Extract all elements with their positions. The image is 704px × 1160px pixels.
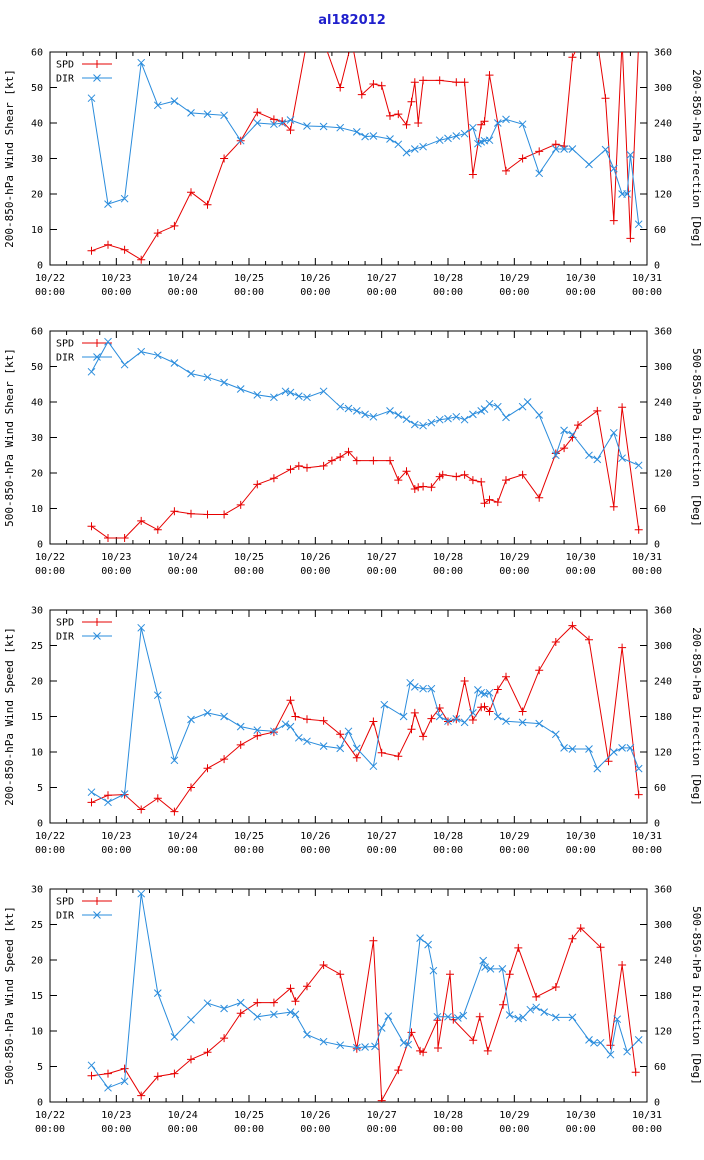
x-tick-time: 00:00 (499, 1124, 530, 1135)
x-tick-date: 10/25 (233, 552, 265, 563)
shear-200-850-dir-series (88, 59, 642, 228)
legend-spd-marker (93, 60, 101, 68)
x-tick-date: 10/27 (366, 831, 397, 842)
x-tick-date: 10/30 (565, 273, 596, 284)
x-tick-date: 10/23 (101, 831, 132, 842)
x-tick-date: 10/31 (631, 273, 663, 284)
y-right-tick: 120 (654, 189, 673, 201)
y-right-tick: 120 (654, 747, 673, 759)
spd-markers (88, 622, 643, 816)
x-tick-date: 10/25 (233, 831, 265, 842)
y-left-tick: 10 (30, 1026, 43, 1038)
y-right-tick: 180 (654, 712, 673, 723)
spd-line (92, 407, 639, 538)
x-tick-time: 00:00 (432, 566, 464, 577)
axis-tick-labels (31, 885, 672, 1136)
x-tick-date: 10/30 (565, 552, 596, 563)
y-right-tick: 300 (654, 83, 673, 94)
x-tick-date: 10/28 (432, 831, 464, 842)
spd-line (92, 928, 636, 1101)
right-axis-label: 500-850-hPa Direction [Deg] (690, 906, 703, 1085)
x-tick-time: 00:00 (499, 566, 530, 577)
left-axis-label: 200-850-hPa Wind Speed [kt] (3, 627, 16, 806)
dir-line (92, 63, 639, 225)
legend-spd-marker (93, 339, 101, 347)
spd-markers (88, 403, 643, 542)
x-tick-date: 10/22 (34, 552, 66, 563)
x-tick-time: 00:00 (366, 566, 397, 577)
shear-500-850-spd-series (88, 403, 643, 542)
y-right-tick: 0 (654, 539, 661, 551)
y-right-tick: 360 (654, 326, 673, 338)
speed-200-850-spd-series (88, 622, 643, 816)
y-left-tick: 30 (30, 433, 43, 444)
y-left-tick: 60 (30, 326, 43, 338)
left-axis-label: 500-850-hPa Wind Shear [kt] (3, 348, 16, 527)
x-tick-date: 10/27 (366, 273, 397, 284)
spd-markers (88, 40, 643, 264)
page-title: al182012 (318, 12, 386, 28)
legend (56, 339, 112, 364)
y-left-tick: 25 (30, 920, 43, 931)
legend-spd-marker (93, 897, 101, 905)
y-right-tick: 0 (654, 260, 661, 272)
legend-dir-label: DIR (56, 631, 75, 643)
chart-200-850-wind-shear (0, 40, 704, 319)
x-tick-date: 10/29 (499, 1110, 530, 1121)
x-tick-time: 00:00 (565, 287, 596, 298)
x-tick-date: 10/31 (631, 1110, 663, 1121)
x-tick-date: 10/25 (233, 273, 265, 284)
left-axis-label: 200-850-hPa Wind Shear [kt] (3, 69, 16, 248)
y-right-tick: 60 (654, 783, 667, 794)
y-right-tick: 180 (654, 154, 673, 165)
y-left-tick: 40 (30, 118, 43, 130)
x-tick-date: 10/29 (499, 552, 530, 563)
chart-500-850-wind-speed (0, 877, 704, 1156)
y-right-tick: 120 (654, 1026, 673, 1038)
axes (50, 889, 647, 1102)
dir-line (92, 894, 639, 1088)
y-right-tick: 120 (654, 468, 673, 480)
y-right-tick: 0 (654, 1097, 661, 1109)
x-tick-date: 10/31 (631, 831, 663, 842)
x-tick-date: 10/26 (300, 1110, 331, 1121)
y-left-tick: 0 (36, 1097, 43, 1109)
legend-spd-label: SPD (56, 59, 75, 71)
x-tick-time: 00:00 (432, 287, 464, 298)
x-tick-date: 10/24 (167, 1110, 198, 1121)
legend (56, 897, 112, 922)
spd-markers (88, 924, 640, 1105)
x-tick-date: 10/23 (101, 552, 132, 563)
legend-dir-label: DIR (56, 73, 75, 85)
x-tick-time: 00:00 (233, 566, 265, 577)
legend-dir-label: DIR (56, 910, 75, 922)
legend (56, 618, 112, 643)
y-left-tick: 60 (30, 47, 43, 59)
y-right-tick: 300 (654, 641, 673, 652)
chart-200-850-wind-speed (0, 598, 704, 877)
x-tick-time: 00:00 (101, 1124, 132, 1135)
axes (50, 52, 647, 265)
x-tick-time: 00:00 (631, 1124, 663, 1135)
y-left-tick: 0 (36, 818, 43, 830)
y-left-tick: 20 (30, 189, 43, 201)
y-left-tick: 10 (30, 747, 43, 759)
y-left-tick: 25 (30, 641, 43, 652)
x-tick-date: 10/27 (366, 552, 397, 563)
y-left-tick: 5 (36, 783, 43, 794)
y-right-tick: 240 (654, 676, 673, 688)
y-right-tick: 360 (654, 605, 673, 617)
left-axis-label: 500-850-hPa Wind Speed [kt] (3, 906, 16, 1085)
x-tick-time: 00:00 (432, 845, 464, 856)
x-tick-time: 00:00 (300, 287, 331, 298)
y-right-tick: 360 (654, 884, 673, 896)
y-left-tick: 10 (30, 225, 43, 236)
x-tick-time: 00:00 (565, 1124, 596, 1135)
y-left-tick: 50 (30, 362, 43, 373)
x-tick-time: 00:00 (101, 845, 132, 856)
x-tick-time: 00:00 (565, 566, 596, 577)
x-tick-date: 10/29 (499, 273, 530, 284)
dir-markers (88, 59, 642, 228)
x-tick-time: 00:00 (233, 845, 265, 856)
x-tick-date: 10/28 (432, 273, 464, 284)
x-tick-time: 00:00 (233, 287, 265, 298)
x-tick-date: 10/22 (34, 273, 66, 284)
speed-500-850-dir-series (88, 890, 642, 1091)
dir-line (92, 628, 639, 803)
dir-line (92, 342, 639, 466)
y-left-tick: 0 (36, 260, 43, 272)
x-tick-date: 10/31 (631, 552, 663, 563)
x-tick-date: 10/28 (432, 1110, 464, 1121)
y-right-tick: 60 (654, 1062, 667, 1073)
y-right-tick: 0 (654, 818, 661, 830)
y-left-tick: 30 (30, 605, 43, 617)
x-tick-time: 00:00 (631, 287, 663, 298)
shear-500-850-dir-series (88, 338, 642, 469)
dir-markers (88, 338, 642, 469)
y-left-tick: 0 (36, 539, 43, 551)
x-tick-time: 00:00 (167, 1124, 198, 1135)
y-left-tick: 20 (30, 955, 43, 967)
x-tick-date: 10/29 (499, 831, 530, 842)
x-tick-time: 00:00 (565, 845, 596, 856)
dir-markers (88, 624, 642, 806)
plot-frame (50, 889, 647, 1102)
speed-500-850-spd-series (88, 924, 640, 1105)
speed-500-850-plot (0, 877, 704, 1156)
y-left-tick: 20 (30, 676, 43, 688)
x-tick-date: 10/22 (34, 1110, 66, 1121)
x-tick-time: 00:00 (499, 287, 530, 298)
x-tick-time: 00:00 (631, 566, 663, 577)
y-left-tick: 20 (30, 468, 43, 480)
x-tick-date: 10/26 (300, 552, 331, 563)
x-tick-time: 00:00 (101, 566, 132, 577)
chart-500-850-wind-shear (0, 319, 704, 598)
right-axis-label: 200-850-hPa Direction [Deg] (690, 69, 703, 248)
y-right-tick: 240 (654, 955, 673, 967)
x-tick-time: 00:00 (34, 845, 66, 856)
plot-frame (50, 52, 647, 265)
y-left-tick: 5 (36, 1062, 43, 1073)
shear-200-850-plot (0, 40, 704, 319)
x-tick-time: 00:00 (34, 566, 66, 577)
x-tick-date: 10/24 (167, 552, 198, 563)
x-tick-date: 10/25 (233, 1110, 265, 1121)
spd-line (92, 626, 639, 812)
x-tick-date: 10/30 (565, 1110, 596, 1121)
x-tick-time: 00:00 (167, 845, 198, 856)
plot-frame (50, 331, 647, 544)
axes (50, 331, 647, 544)
x-tick-time: 00:00 (432, 1124, 464, 1135)
y-left-tick: 40 (30, 397, 43, 409)
y-right-tick: 180 (654, 991, 673, 1002)
y-right-tick: 300 (654, 362, 673, 373)
x-tick-time: 00:00 (300, 845, 331, 856)
x-tick-time: 00:00 (34, 287, 66, 298)
x-tick-date: 10/26 (300, 273, 331, 284)
y-right-tick: 60 (654, 504, 667, 515)
x-tick-time: 00:00 (167, 287, 198, 298)
x-tick-time: 00:00 (631, 845, 663, 856)
x-tick-date: 10/23 (101, 1110, 132, 1121)
y-left-tick: 15 (30, 712, 43, 723)
legend-spd-label: SPD (56, 617, 75, 629)
right-axis-label: 500-850-hPa Direction [Deg] (690, 348, 703, 527)
x-tick-time: 00:00 (233, 1124, 265, 1135)
dir-markers (88, 890, 642, 1091)
legend-dir-label: DIR (56, 352, 75, 364)
x-tick-time: 00:00 (366, 287, 397, 298)
y-right-tick: 60 (654, 225, 667, 236)
speed-200-850-dir-series (88, 624, 642, 806)
x-tick-date: 10/24 (167, 831, 198, 842)
y-left-tick: 30 (30, 154, 43, 165)
x-tick-time: 00:00 (366, 845, 397, 856)
legend-spd-label: SPD (56, 338, 75, 350)
x-tick-time: 00:00 (101, 287, 132, 298)
speed-200-850-plot (0, 598, 704, 877)
x-tick-date: 10/22 (34, 831, 66, 842)
axis-tick-labels (31, 606, 672, 857)
x-tick-time: 00:00 (499, 845, 530, 856)
y-right-tick: 240 (654, 397, 673, 409)
y-right-tick: 180 (654, 433, 673, 444)
y-left-tick: 50 (30, 83, 43, 94)
x-tick-time: 00:00 (34, 1124, 66, 1135)
shear-200-850-spd-series (88, 40, 643, 264)
x-tick-date: 10/24 (167, 273, 198, 284)
right-axis-label: 200-850-hPa Direction [Deg] (690, 627, 703, 806)
shear-500-850-plot (0, 319, 704, 598)
x-tick-date: 10/27 (366, 1110, 397, 1121)
y-right-tick: 300 (654, 920, 673, 931)
legend (56, 60, 112, 85)
x-tick-date: 10/28 (432, 552, 464, 563)
legend-spd-label: SPD (56, 896, 75, 908)
x-tick-time: 00:00 (366, 1124, 397, 1135)
legend-spd-marker (93, 618, 101, 626)
x-tick-time: 00:00 (300, 1124, 331, 1135)
x-tick-time: 00:00 (167, 566, 198, 577)
y-left-tick: 15 (30, 991, 43, 1002)
x-tick-date: 10/23 (101, 273, 132, 284)
axis-tick-labels (31, 48, 672, 299)
x-tick-date: 10/26 (300, 831, 331, 842)
y-left-tick: 10 (30, 504, 43, 515)
y-left-tick: 30 (30, 884, 43, 896)
y-right-tick: 240 (654, 118, 673, 130)
x-tick-date: 10/30 (565, 831, 596, 842)
x-tick-time: 00:00 (300, 566, 331, 577)
y-right-tick: 360 (654, 47, 673, 59)
